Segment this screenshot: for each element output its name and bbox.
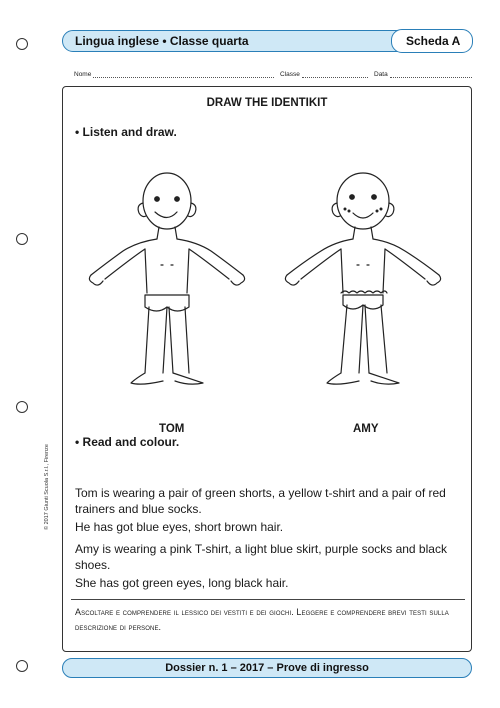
- name-label: Nome: [74, 71, 92, 78]
- paragraph-amy-features: She has got green eyes, long black hair.: [75, 576, 289, 590]
- name-field[interactable]: [74, 68, 274, 78]
- learning-objective-caption: Ascoltare e comprendere il lessico dei vestiti e dei giochi. Leggere e comprendere brevi testi sulla descrizione di persone.: [75, 607, 449, 632]
- date-label: Data: [374, 71, 388, 78]
- sheet-tab-label: Scheda A: [406, 34, 461, 48]
- girl-figure-illustration: [275, 165, 455, 405]
- copyright-note: © 2017 Giunti Scuola S.r.l., Firenze: [44, 444, 50, 530]
- sheet-tab: [391, 29, 473, 53]
- class-field[interactable]: [280, 68, 368, 78]
- date-line: [390, 72, 472, 78]
- header-title: Lingua inglese • Classe quarta: [75, 34, 249, 48]
- binder-hole-bottom: [16, 660, 28, 672]
- name-line: [93, 72, 274, 78]
- paragraph-tom-clothes: Tom is wearing a pair of green shorts, a yellow t-shirt and a pair of red trainers and blue socks.: [75, 486, 446, 516]
- binder-hole-top: [16, 38, 28, 50]
- task-colour-heading: • Read and colour.: [75, 435, 180, 449]
- binder-hole-upper: [16, 233, 28, 245]
- header-bar: [62, 30, 472, 52]
- class-line: [302, 72, 368, 78]
- paragraph-tom-features: He has got blue eyes, short brown hair.: [75, 520, 284, 534]
- binder-hole-lower: [16, 401, 28, 413]
- student-info-fields: [74, 68, 472, 80]
- amy-label: AMY: [353, 423, 379, 435]
- date-field[interactable]: [374, 68, 472, 78]
- class-label: Classe: [280, 71, 300, 78]
- footer-text: Dossier n. 1 – 2017 – Prove di ingresso: [165, 662, 369, 674]
- footer-bar: [62, 658, 472, 678]
- caption-divider: [71, 599, 465, 600]
- paragraph-amy-clothes: Amy is wearing a pink T-shirt, a light blue skirt, purple socks and black shoes.: [75, 542, 447, 572]
- task-listen-heading: • Listen and draw.: [75, 125, 177, 139]
- tom-label: TOM: [159, 423, 185, 435]
- boy-figure-illustration: [85, 165, 265, 405]
- exercise-panel: [62, 86, 472, 652]
- exercise-title: DRAW THE IDENTIKIT: [206, 97, 328, 109]
